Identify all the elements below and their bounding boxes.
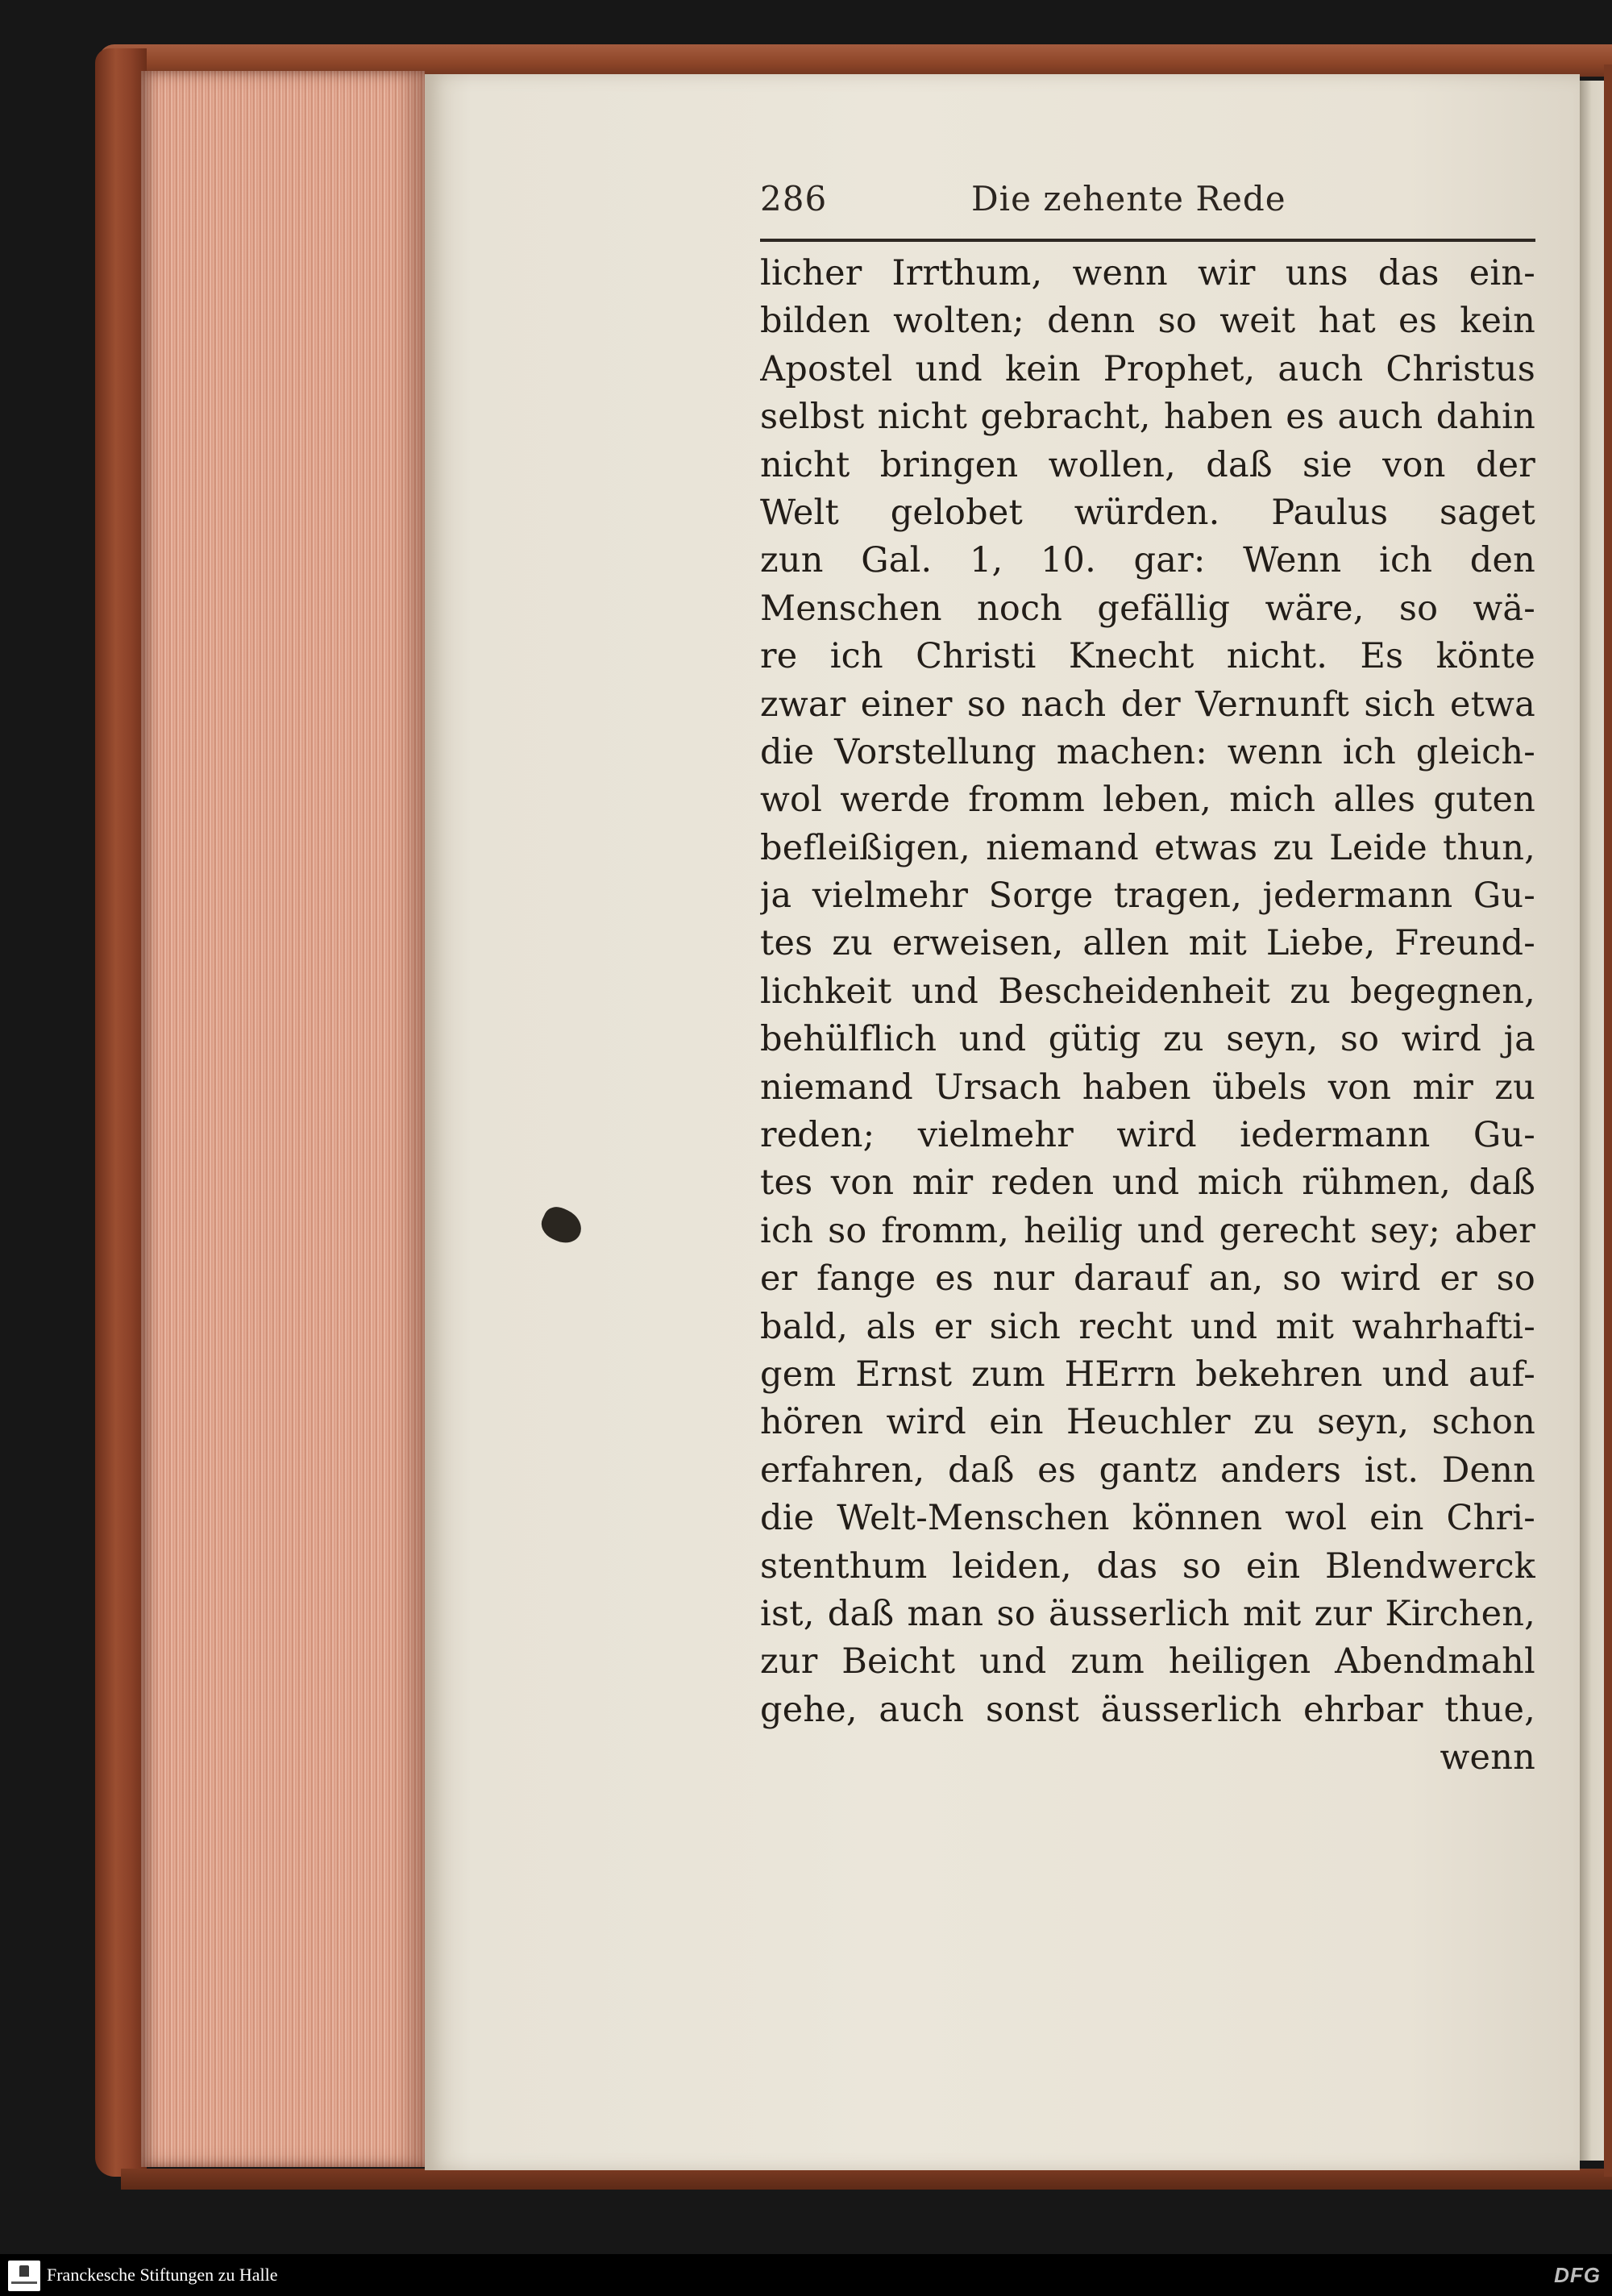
text-line: zun Gal. 1, 10. gar: Wenn ich den <box>760 540 1535 581</box>
text-line: lichkeit und Bescheidenheit zu begegnen, <box>760 971 1535 1012</box>
book-cover-spine-edge <box>95 48 147 2177</box>
next-page-cover <box>1604 64 1612 2177</box>
text-line: stenthum leiden, das so ein Blendwerck <box>760 1545 1535 1587</box>
running-title: Die zehente Rede <box>971 179 1286 218</box>
header-rule <box>760 239 1535 242</box>
text-line: licher Irrthum, wenn wir uns das ein- <box>760 253 1535 293</box>
running-head <box>760 179 1534 235</box>
text-line: zur Beicht und zum heiligen Abendmahl <box>760 1641 1535 1682</box>
text-line: ja vielmehr Sorge tragen, jedermann Gu- <box>760 876 1535 917</box>
text-line: die Welt-Menschen können wol ein Chri- <box>760 1498 1535 1539</box>
text-line: re ich Christi Knecht nicht. Es könte <box>760 636 1535 677</box>
text-line: reden; vielmehr wird iedermann Gu- <box>760 1115 1535 1156</box>
body-text <box>760 250 1535 1782</box>
dfg-logo: DFG <box>1554 2263 1601 2287</box>
text-line: erfahren, daß es gantz anders ist. Denn <box>760 1450 1535 1491</box>
text-line: behülflich und gütig zu seyn, so wird ja <box>760 1019 1535 1060</box>
text-line: die Vorstellung machen: wenn ich gleich- <box>760 731 1535 772</box>
text-line: ich so fromm, heilig und gerecht sey; aber <box>760 1210 1535 1251</box>
text-line: niemand Ursach haben übels von mir zu <box>760 1067 1535 1108</box>
text-line: hören wird ein Heuchler zu seyn, schon <box>760 1402 1535 1443</box>
book-cover-bottom <box>121 2169 1612 2190</box>
text-line: Welt gelobet würden. Paulus saget <box>760 492 1535 533</box>
text-line: wol werde fromm leben, mich alles guten <box>760 780 1535 821</box>
text-line: zwar einer so nach der Vernunft sich etwa <box>760 684 1535 725</box>
page-edges <box>141 71 425 2167</box>
catchword: wenn <box>1440 1737 1535 1778</box>
footer-bar <box>0 2254 1612 2296</box>
text-line: tes zu erweisen, allen mit Liebe, Freund- <box>760 923 1535 964</box>
text-line: bald, als er sich recht und mit wahrhafti- <box>760 1306 1535 1347</box>
text-line: befleißigen, niemand etwas zu Leide thun, <box>760 827 1535 868</box>
footer-institution: Franckesche Stiftungen zu Halle <box>47 2265 278 2285</box>
page-number: 286 <box>760 179 828 218</box>
text-line: ist, daß man so äusserlich mit zur Kirchen, <box>760 1593 1535 1634</box>
text-line: Menschen noch gefällig wäre, so wä- <box>760 588 1535 629</box>
text-line: selbst nicht gebracht, haben es auch dahin <box>760 397 1535 438</box>
text-line: gehe, auch sonst äusserlich ehrbar thue, <box>760 1689 1535 1730</box>
text-line: Apostel und kein Prophet, auch Christus <box>760 348 1535 389</box>
text-line: gem Ernst zum HErrn bekehren und auf- <box>760 1354 1535 1395</box>
text-line: er fange es nur darauf an, so wird er so <box>760 1258 1535 1300</box>
text-line: nicht bringen wollen, daß sie von der <box>760 444 1535 485</box>
text-line: bilden wolten; denn so weit hat es kein <box>760 301 1535 342</box>
institution-logo-icon <box>8 2261 40 2291</box>
text-line: tes von mir reden und mich rühmen, daß <box>760 1163 1535 1204</box>
